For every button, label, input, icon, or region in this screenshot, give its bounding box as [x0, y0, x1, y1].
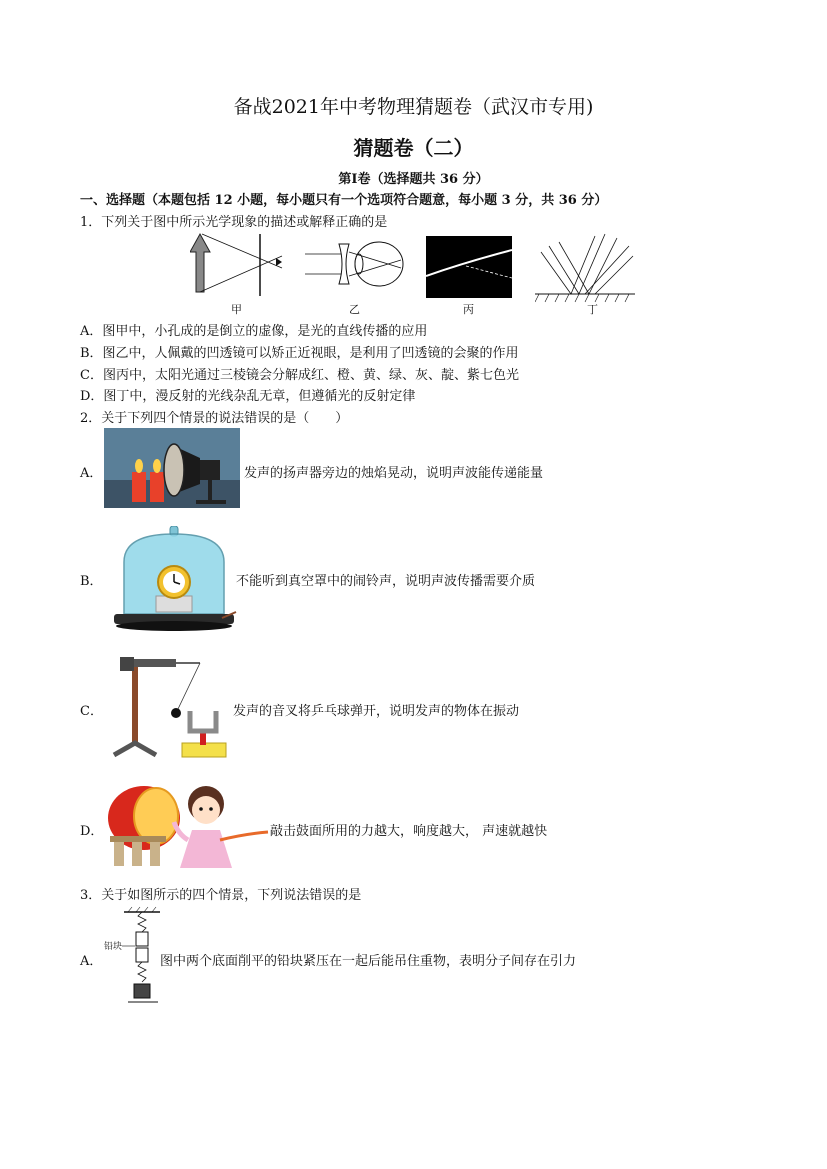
- q2-option-b-text: 不能听到真空罩中的闹铃声，说明声波传播需要介质: [236, 574, 536, 589]
- q1-option-d: D．图丁中，漫反射的光线杂乱无章，但遵循光的反射定律: [80, 389, 416, 404]
- q1-figure-bing: [426, 236, 512, 298]
- q2-stem: 2．关于下列四个情景的说法错误的是（ ）: [80, 411, 349, 426]
- q1-option-a: A．图甲中，小孔成的是倒立的虚像，是光的直线传播的应用: [80, 324, 428, 339]
- q2-option-a-letter: A．: [80, 466, 103, 481]
- q2-figure-bell-jar: [112, 526, 238, 632]
- q2-option-d-letter: D．: [80, 824, 104, 839]
- document-title: 备战2021年中考物理猜题卷（武汉市专用): [233, 96, 594, 118]
- q1-figure-ding: [535, 232, 635, 304]
- q1-figure-yi: [305, 238, 405, 294]
- q3-option-a-text: 图中两个底面削平的铅块紧压在一起后能吊住重物，表明分子间存在引力: [160, 954, 577, 969]
- q1-label-ding: 丁: [587, 303, 598, 316]
- q2-option-d-text: 敲击鼓面所用的力越大，响度越大， 声速就越快: [270, 824, 548, 839]
- q2-option-c-letter: C．: [80, 704, 103, 719]
- q2-figure-drum-girl: [104, 778, 272, 874]
- q2-figure-speaker-candles: [104, 428, 240, 508]
- q1-label-bing: 丙: [463, 303, 474, 316]
- q1-label-jia: 甲: [231, 303, 242, 316]
- q3-stem: 3．关于如图所示的四个情景，下列说法错误的是: [80, 888, 362, 903]
- q1-figure-jia: [190, 230, 290, 302]
- q1-option-b: B．图乙中，人佩戴的凹透镜可以矫正近视眼，是利用了凹透镜的会聚的作用: [80, 346, 519, 361]
- q1-label-yi: 乙: [349, 303, 360, 316]
- section-label: 第Ⅰ卷（选择题共 36 分）: [338, 172, 489, 187]
- document-subtitle: 猜题卷（二）: [353, 136, 474, 160]
- q3-figure-label: 铅块: [104, 942, 123, 952]
- part-heading: 一、选择题（本题包括 12 小题，每小题只有一个选项符合题意，每小题 3 分，共 36 分）: [80, 193, 608, 208]
- q3-option-a-letter: A．: [80, 954, 103, 969]
- q2-figure-tuning-fork: [104, 655, 234, 765]
- q2-option-b-letter: B．: [80, 574, 103, 589]
- q2-option-c-text: 发声的音叉将乒乓球弹开，说明发声的物体在振动: [233, 704, 520, 719]
- q3-figure-lead-blocks: [104, 906, 160, 1004]
- q1-stem: 1．下列关于图中所示光学现象的描述或解释正确的是: [80, 215, 388, 230]
- q2-option-a-text: 发声的扬声器旁边的烛焰晃动，说明声波能传递能量: [244, 466, 544, 481]
- q1-option-c: C．图丙中，太阳光通过三棱镜会分解成红、橙、黄、绿、灰、靛、紫七色光: [80, 368, 519, 383]
